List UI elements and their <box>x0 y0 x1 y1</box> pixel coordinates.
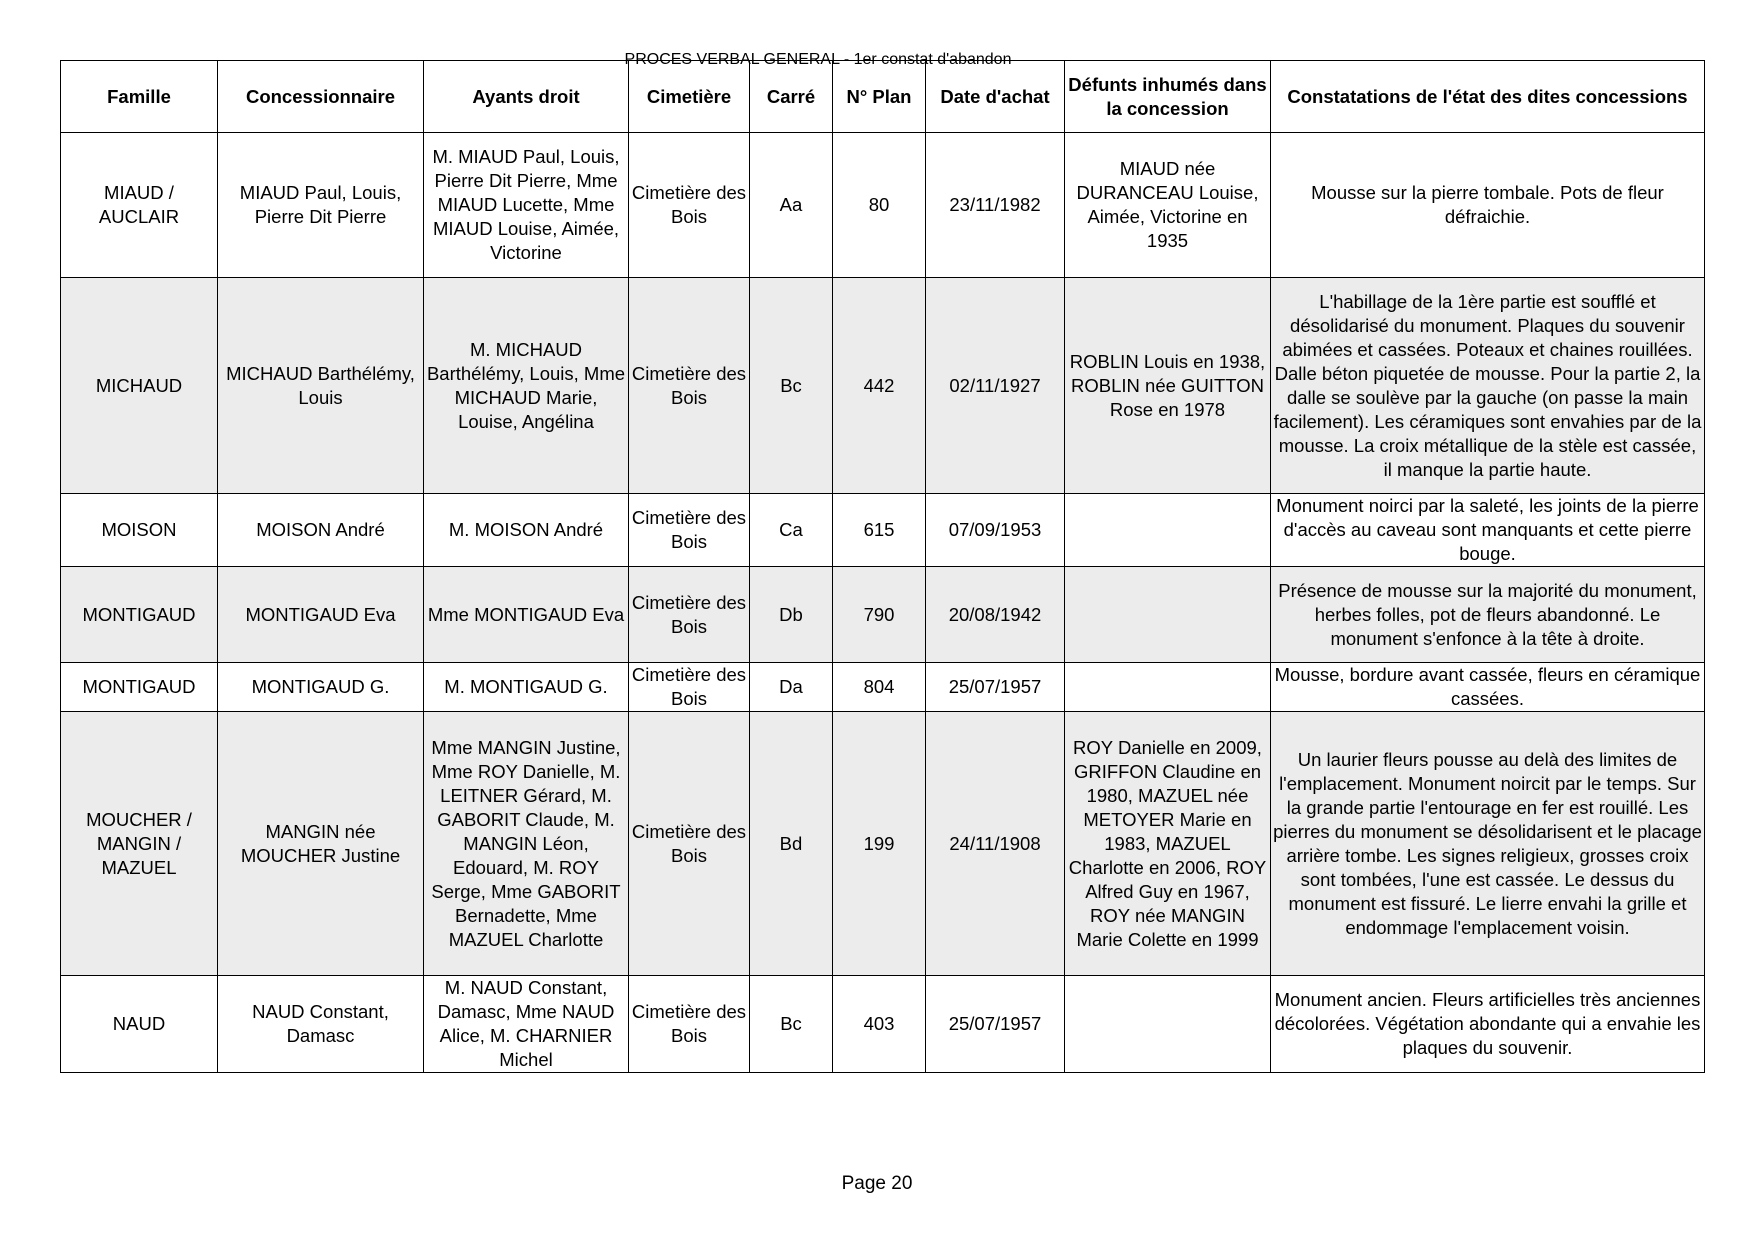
cell-famille: MOUCHER / MANGIN / MAZUEL <box>61 712 218 976</box>
cell-ayants-droit: M. NAUD Constant, Damasc, Mme NAUD Alice, M. CHARNIER Michel <box>424 976 629 1073</box>
cell-constatations: Présence de mousse sur la majorité du monument, herbes folles, pot de fleurs abandonné. Le monument s'enfonce à la tête à droite. <box>1271 567 1705 663</box>
table-row <box>61 133 1705 278</box>
header-ayants-droit: Ayants droit <box>424 61 629 133</box>
table-row <box>61 567 1705 663</box>
cell-defunts: MIAUD née DURANCEAU Louise, Aimée, Victorine en 1935 <box>1065 133 1271 278</box>
cell-concessionnaire: MONTIGAUD Eva <box>218 567 424 663</box>
header-plan: N° Plan <box>833 61 926 133</box>
cell-famille: MIAUD / AUCLAIR <box>61 133 218 278</box>
cell-defunts: ROY Danielle en 2009, GRIFFON Claudine en 1980, MAZUEL née METOYER Marie en 1983, MAZUEL Charlotte en 2006, ROY Alfred Guy en 1967, ROY née MANGIN Marie Colette en 1999 <box>1065 712 1271 976</box>
cell-cimetiere: Cimetière des Bois <box>629 133 750 278</box>
table-row <box>61 278 1705 494</box>
cell-date-achat: 07/09/1953 <box>926 494 1065 567</box>
cell-plan: 80 <box>833 133 926 278</box>
cell-carre: Ca <box>750 494 833 567</box>
table-row <box>61 494 1705 567</box>
table-row <box>61 663 1705 712</box>
cell-date-achat: 25/07/1957 <box>926 976 1065 1073</box>
cell-cimetiere: Cimetière des Bois <box>629 278 750 494</box>
cell-date-achat: 02/11/1927 <box>926 278 1065 494</box>
cell-ayants-droit: Mme MANGIN Justine, Mme ROY Danielle, M. LEITNER Gérard, M. GABORIT Claude, M. MANGIN Léon, Edouard, M. ROY Serge, Mme GABORIT Bernadette, Mme MAZUEL Charlotte <box>424 712 629 976</box>
cell-ayants-droit: M. MIAUD Paul, Louis, Pierre Dit Pierre, Mme MIAUD Lucette, Mme MIAUD Louise, Aimée, Victorine <box>424 133 629 278</box>
cell-cimetiere: Cimetière des Bois <box>629 567 750 663</box>
cell-carre: Da <box>750 663 833 712</box>
cell-plan: 790 <box>833 567 926 663</box>
cell-ayants-droit: M. MONTIGAUD G. <box>424 663 629 712</box>
header-famille: Famille <box>61 61 218 133</box>
cell-carre: Aa <box>750 133 833 278</box>
cell-cimetiere: Cimetière des Bois <box>629 976 750 1073</box>
header-constatations: Constatations de l'état des dites concessions <box>1271 61 1705 133</box>
cell-famille: NAUD <box>61 976 218 1073</box>
cell-date-achat: 20/08/1942 <box>926 567 1065 663</box>
cell-carre: Bc <box>750 278 833 494</box>
cell-constatations: Un laurier fleurs pousse au delà des limites de l'emplacement. Monument noircit par le temps. Sur la grande partie l'entourage en fer est rouillé. Les pierres du monument se désolidarisent et le placage arrière tombe. Les signes religieux, grosses croix sont tombées, l'une est cassée. Le dessus du monument est fissuré. Le lierre envahi la grille et endommage l'emplacement voisin. <box>1271 712 1705 976</box>
cell-constatations: Monument ancien. Fleurs artificielles très anciennes décolorées. Végétation abondante qui a envahie les plaques du souvenir. <box>1271 976 1705 1073</box>
cell-concessionnaire: MANGIN née MOUCHER Justine <box>218 712 424 976</box>
cell-plan: 804 <box>833 663 926 712</box>
cell-date-achat: 25/07/1957 <box>926 663 1065 712</box>
cell-famille: MICHAUD <box>61 278 218 494</box>
cell-carre: Bd <box>750 712 833 976</box>
cell-cimetiere: Cimetière des Bois <box>629 494 750 567</box>
cell-famille: MOISON <box>61 494 218 567</box>
cell-carre: Db <box>750 567 833 663</box>
cell-constatations: Mousse, bordure avant cassée, fleurs en céramique cassées. <box>1271 663 1705 712</box>
header-defunts: Défunts inhumés dans la concession <box>1065 61 1271 133</box>
cell-concessionnaire: MONTIGAUD G. <box>218 663 424 712</box>
table-row <box>61 712 1705 976</box>
document-title: PROCES VERBAL GENERAL - 1er constat d'abandon <box>624 51 1012 68</box>
cell-concessionnaire: MICHAUD Barthélémy, Louis <box>218 278 424 494</box>
table-row <box>61 976 1705 1073</box>
cell-constatations: L'habillage de la 1ère partie est soufflé et désolidarisé du monument. Plaques du souvenir abimées et cassées. Poteaux et chaines rouillées. Dalle béton piquetée de mousse. Pour la partie 2, la dalle se soulève par la gauche (on passe la main facilement). Les céramiques sont envahies par de la mousse. La croix métallique de la stèle est cassée, il manque la partie haute. <box>1271 278 1705 494</box>
cell-concessionnaire: NAUD Constant, Damasc <box>218 976 424 1073</box>
page-number: Page 20 <box>841 1173 913 1194</box>
cell-constatations: Mousse sur la pierre tombale. Pots de fleur défraichie. <box>1271 133 1705 278</box>
cell-concessionnaire: MIAUD Paul, Louis, Pierre Dit Pierre <box>218 133 424 278</box>
cell-famille: MONTIGAUD <box>61 663 218 712</box>
cell-cimetiere: Cimetière des Bois <box>629 663 750 712</box>
header-concessionnaire: Concessionnaire <box>218 61 424 133</box>
cell-ayants-droit: M. MOISON André <box>424 494 629 567</box>
cell-date-achat: 23/11/1982 <box>926 133 1065 278</box>
cell-plan: 442 <box>833 278 926 494</box>
cell-defunts: ROBLIN Louis en 1938, ROBLIN née GUITTON Rose en 1978 <box>1065 278 1271 494</box>
cell-defunts <box>1065 976 1271 1073</box>
cell-cimetiere: Cimetière des Bois <box>629 712 750 976</box>
header-cimetiere: Cimetière <box>629 61 750 133</box>
cell-plan: 199 <box>833 712 926 976</box>
cell-carre: Bc <box>750 976 833 1073</box>
cell-defunts <box>1065 663 1271 712</box>
cell-defunts <box>1065 567 1271 663</box>
cell-ayants-droit: Mme MONTIGAUD Eva <box>424 567 629 663</box>
cell-plan: 403 <box>833 976 926 1073</box>
cell-date-achat: 24/11/1908 <box>926 712 1065 976</box>
table-header-row <box>61 61 1705 133</box>
cell-plan: 615 <box>833 494 926 567</box>
cell-famille: MONTIGAUD <box>61 567 218 663</box>
cell-concessionnaire: MOISON André <box>218 494 424 567</box>
header-carre: Carré <box>750 61 833 133</box>
cell-defunts <box>1065 494 1271 567</box>
header-date-achat: Date d'achat <box>926 61 1065 133</box>
concessions-table <box>60 60 1705 1073</box>
cell-constatations: Monument noirci par la saleté, les joints de la pierre d'accès au caveau sont manquants et cette pierre bouge. <box>1271 494 1705 567</box>
cell-ayants-droit: M. MICHAUD Barthélémy, Louis, Mme MICHAUD Marie, Louise, Angélina <box>424 278 629 494</box>
